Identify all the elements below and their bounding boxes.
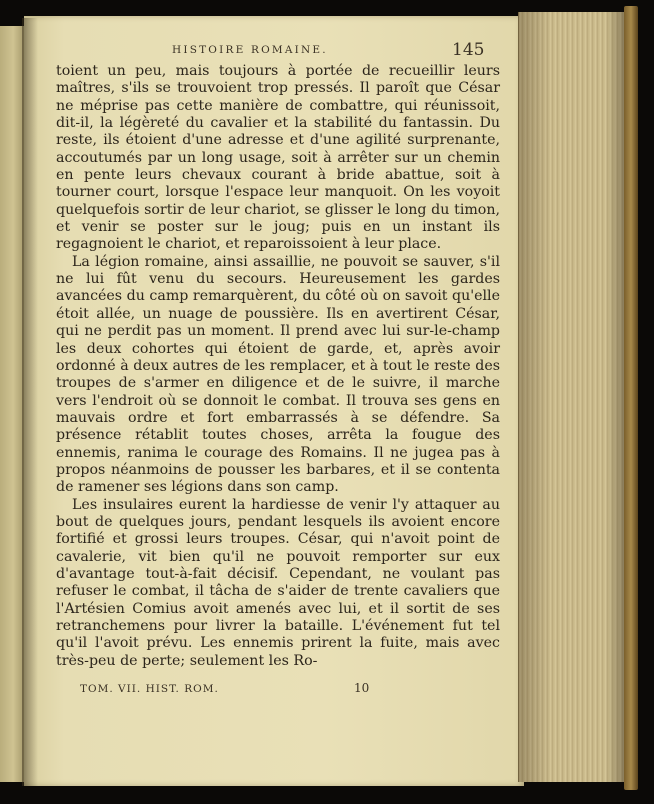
body-text <box>56 63 500 670</box>
paragraph: Les insulaires eurent la hardiesse de venir l'y attaquer au bout de quelques jours, pendant lesquels ils avoient encore fortifié et grossi leurs troupes. César, qui n'avoit point de cavalerie, vit bien qu'il ne pouvoit remporter sur eux d'avantage tout-à-fait décisif. Cependant, ne voulant pas refuser le combat, il tâcha de s'aider de trente cavaliers que l'Artésien Comius avoit amenés avec lui, et il sortit de ses retranchemens pour livrer la bataille. L'événement fut tel qu'il l'avoit prévu. Les ennemis prirent la fuite, mais avec très-peu de perte; seulement les Ro- <box>56 496 500 669</box>
paragraph: La légion romaine, ainsi assaillie, ne pouvoit se sauver, s'il ne lui fût venu du secours. Heureusement les gardes avancées du camp remarquèrent, du côté où on savoit qu'elle étoit allée, un nuage de poussière. Ils en avertirent César, qui ne perdit pas un moment. Il prend avec lui sur-le-champ les deux cohortes qui étoient de garde, et, après avoir ordonné à deux autres de les remplacer, et à tout le reste des troupes de s'armer en diligence et de le suivre, il marche vers l'endroit où se donnoit le combat. Il trouva ses gens en mauvais ordre et fort embarrassés à se défendre. Sa présence rétablit toutes choses, arrêta la fougue des ennemis, ranima le courage des Romains. Il ne jugea pas à propos néanmoins de pousser les barbares, et il se contenta de ramener ses légions dans son camp. <box>56 253 500 496</box>
running-head: HISTOIRE ROMAINE. <box>172 44 328 56</box>
printer-signature: TOM. VII. HIST. ROM. <box>80 683 219 695</box>
page-block-shade <box>518 12 628 782</box>
cover-edge <box>624 6 638 790</box>
page-number: 145 <box>452 40 485 60</box>
gutter-shadow <box>22 18 38 786</box>
signature-mark: 10 <box>354 681 370 695</box>
paragraph: toient un peu, mais toujours à portée de recueillir leurs maîtres, s'ils se trouvoient trop pressés. Il paroît que César ne méprise pas cette manière de combattre, qui réunissoit, dit-il, la légèreté du cavalier et la stabilité du fantassin. Du reste, ils étoient d'une adresse et d'une agilité surprenante, accoutumés par un long usage, soit à arrêter sur un chemin en pente leurs chevaux courant à bride abattue, soit à tourner court, lorsque l'espace leur manquoit. On les voyoit quelquefois sortir de leur chariot, se glisser le long du timon, et venir se poster sur le joug; puis en un instant ils regagnoient le chariot, et reparoissoient à leur place. <box>56 63 500 253</box>
